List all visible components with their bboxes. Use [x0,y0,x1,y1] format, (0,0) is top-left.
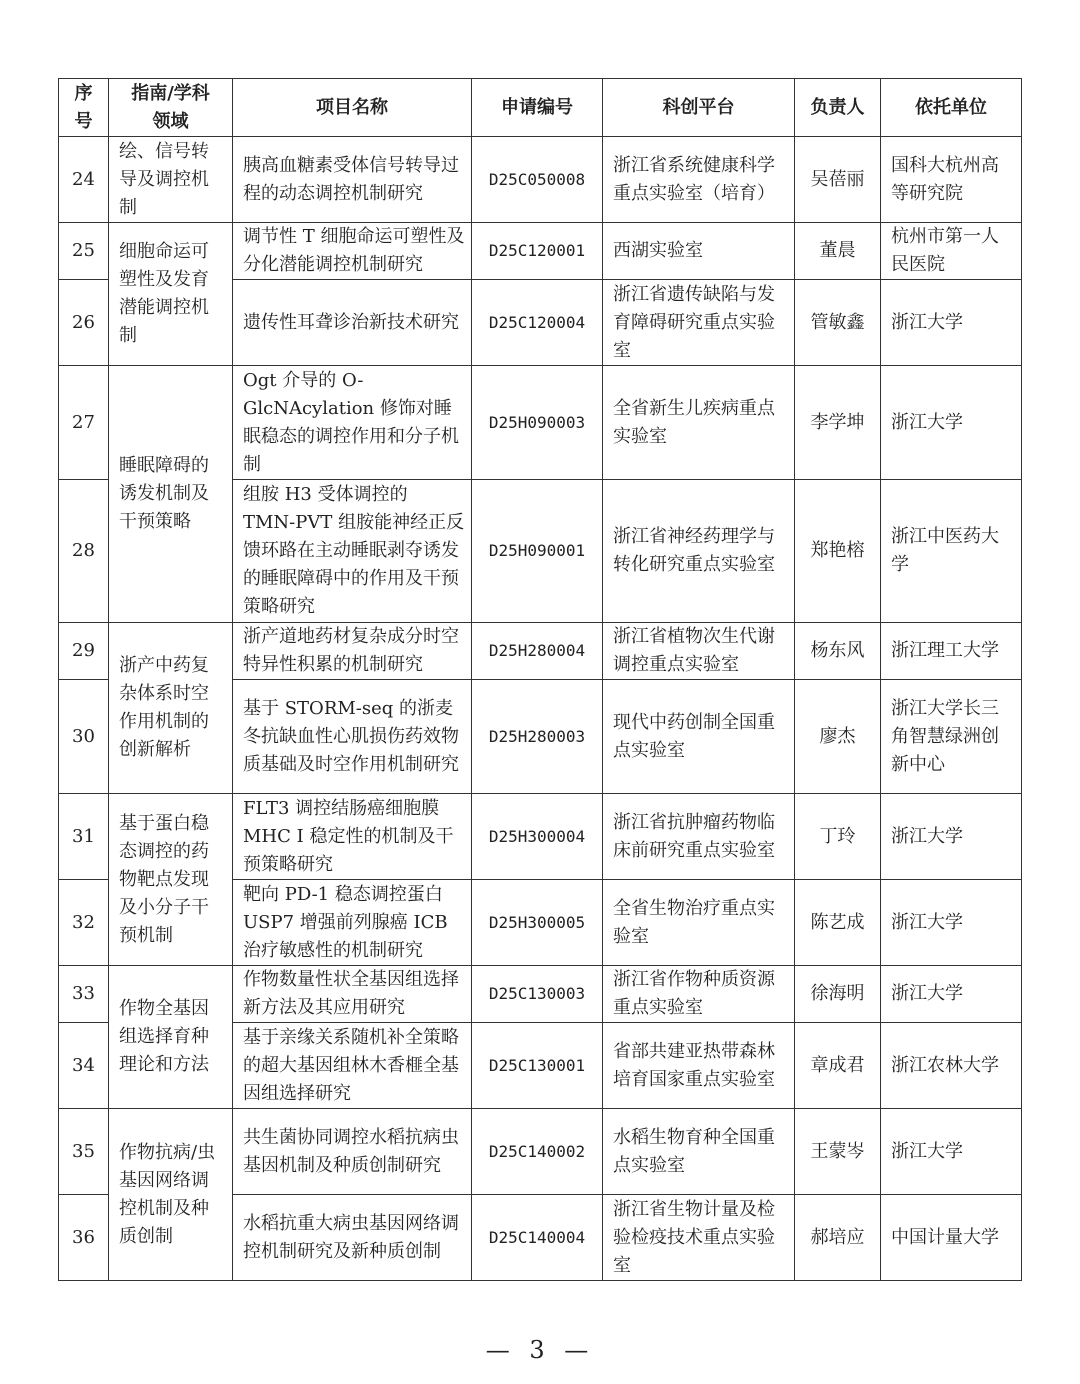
code-cell: D25C120001 [472,223,603,280]
leader-cell: 郑艳榕 [795,480,881,623]
platform-cell: 浙江省植物次生代谢调控重点实验室 [603,623,795,680]
leader-cell: 郝培应 [795,1195,881,1281]
unit-cell: 浙江大学 [881,880,1022,966]
seq-cell: 35 [59,1109,109,1195]
code-cell: D25H280004 [472,623,603,680]
platform-cell: 浙江省作物种质资源重点实验室 [603,966,795,1023]
name-cell: 共生菌协同调控水稻抗病虫基因机制及种质创制研究 [233,1109,472,1195]
leader-cell: 管敏鑫 [795,280,881,366]
seq-cell: 26 [59,280,109,366]
unit-cell: 浙江大学 [881,280,1022,366]
platform-cell: 浙江省神经药理学与转化研究重点实验室 [603,480,795,623]
unit-cell: 浙江大学 [881,366,1022,480]
seq-cell: 28 [59,480,109,623]
seq-cell: 30 [59,680,109,794]
field-cell: 绘、信号转导及调控机制 [109,137,233,223]
leader-cell: 杨东风 [795,623,881,680]
name-cell: 基于亲缘关系随机补全策略的超大基因组林木香榧全基因组选择研究 [233,1023,472,1109]
leader-cell: 章成君 [795,1023,881,1109]
unit-cell: 浙江大学 [881,1109,1022,1195]
unit-cell: 浙江大学 [881,966,1022,1023]
code-cell: D25C130003 [472,966,603,1023]
name-cell: 作物数量性状全基因组选择新方法及其应用研究 [233,966,472,1023]
unit-cell: 浙江中医药大学 [881,480,1022,623]
code-cell: D25C130001 [472,1023,603,1109]
unit-cell: 国科大杭州高等研究院 [881,137,1022,223]
table-row [59,1109,1022,1195]
table-row [59,794,1022,880]
name-cell: 浙产道地药材复杂成分时空特异性积累的机制研究 [233,623,472,680]
leader-cell: 李学坤 [795,366,881,480]
name-cell: 遗传性耳聋诊治新技术研究 [233,280,472,366]
unit-cell: 杭州市第一人民医院 [881,223,1022,280]
platform-cell: 全省生物治疗重点实验室 [603,880,795,966]
field-cell: 浙产中药复杂体系时空作用机制的创新解析 [109,623,233,794]
seq-cell: 29 [59,623,109,680]
platform-cell: 水稻生物育种全国重点实验室 [603,1109,795,1195]
platform-cell: 浙江省遗传缺陷与发育障碍研究重点实验室 [603,280,795,366]
table-row [59,966,1022,1023]
leader-cell: 陈艺成 [795,880,881,966]
unit-cell: 浙江理工大学 [881,623,1022,680]
platform-cell: 全省新生儿疾病重点实验室 [603,366,795,480]
seq-cell: 32 [59,880,109,966]
leader-cell: 丁玲 [795,794,881,880]
name-cell: 基于 STORM-seq 的浙麦冬抗缺血性心肌损伤药效物质基础及时空作用机制研究 [233,680,472,794]
code-cell: D25H280003 [472,680,603,794]
platform-cell: 浙江省系统健康科学重点实验室（培育） [603,137,795,223]
seq-cell: 33 [59,966,109,1023]
code-cell: D25H300004 [472,794,603,880]
field-cell: 作物全基因组选择育种理论和方法 [109,966,233,1109]
header-seq: 序号 [59,79,109,137]
table-row [59,137,1022,223]
unit-cell: 中国计量大学 [881,1195,1022,1281]
code-cell: D25H090003 [472,366,603,480]
field-cell: 细胞命运可塑性及发育潜能调控机制 [109,223,233,366]
code-cell: D25C140002 [472,1109,603,1195]
platform-cell: 西湖实验室 [603,223,795,280]
leader-cell: 吴蓓丽 [795,137,881,223]
leader-cell: 徐海明 [795,966,881,1023]
platform-cell: 省部共建亚热带森林培育国家重点实验室 [603,1023,795,1109]
leader-cell: 廖杰 [795,680,881,794]
platform-cell: 浙江省生物计量及检验检疫技术重点实验室 [603,1195,795,1281]
header-field: 指南/学科领域 [109,79,233,137]
table-row [59,223,1022,280]
code-cell: D25H300005 [472,880,603,966]
name-cell: Ogt 介导的 O-GlcNAcylation 修饰对睡眠稳态的调控作用和分子机制 [233,366,472,480]
name-cell: 水稻抗重大病虫基因网络调控机制研究及新种质创制 [233,1195,472,1281]
header-name: 项目名称 [233,79,472,137]
header-code: 申请编号 [472,79,603,137]
leader-cell: 董晨 [795,223,881,280]
seq-cell: 31 [59,794,109,880]
name-cell: 调节性 T 细胞命运可塑性及分化潜能调控机制研究 [233,223,472,280]
header-platform: 科创平台 [603,79,795,137]
unit-cell: 浙江农林大学 [881,1023,1022,1109]
unit-cell: 浙江大学 [881,794,1022,880]
field-cell: 作物抗病/虫基因网络调控机制及种质创制 [109,1109,233,1281]
name-cell: 组胺 H3 受体调控的 TMN-PVT 组胺能神经正反馈环路在主动睡眠剥夺诱发的睡眠障碍中的作用及干预策略研究 [233,480,472,623]
table-header-row [59,79,1022,137]
header-leader: 负责人 [795,79,881,137]
seq-cell: 36 [59,1195,109,1281]
project-table [58,78,1022,1281]
field-cell: 睡眠障碍的诱发机制及干预策略 [109,366,233,623]
unit-cell: 浙江大学长三角智慧绿洲创新中心 [881,680,1022,794]
platform-cell: 浙江省抗肿瘤药物临床前研究重点实验室 [603,794,795,880]
seq-cell: 34 [59,1023,109,1109]
leader-cell: 王蒙岑 [795,1109,881,1195]
table-row [59,366,1022,480]
table-row [59,623,1022,680]
code-cell: D25C140004 [472,1195,603,1281]
field-cell: 基于蛋白稳态调控的药物靶点发现及小分子干预机制 [109,794,233,966]
seq-cell: 27 [59,366,109,480]
seq-cell: 24 [59,137,109,223]
platform-cell: 现代中药创制全国重点实验室 [603,680,795,794]
name-cell: 靶向 PD-1 稳态调控蛋白 USP7 增强前列腺癌 ICB 治疗敏感性的机制研究 [233,880,472,966]
name-cell: 胰高血糖素受体信号转导过程的动态调控机制研究 [233,137,472,223]
seq-cell: 25 [59,223,109,280]
name-cell: FLT3 调控结肠癌细胞膜 MHC I 稳定性的机制及干预策略研究 [233,794,472,880]
code-cell: D25H090001 [472,480,603,623]
code-cell: D25C050008 [472,137,603,223]
code-cell: D25C120004 [472,280,603,366]
header-unit: 依托单位 [881,79,1022,137]
page-number: — 3 — [485,1336,595,1364]
